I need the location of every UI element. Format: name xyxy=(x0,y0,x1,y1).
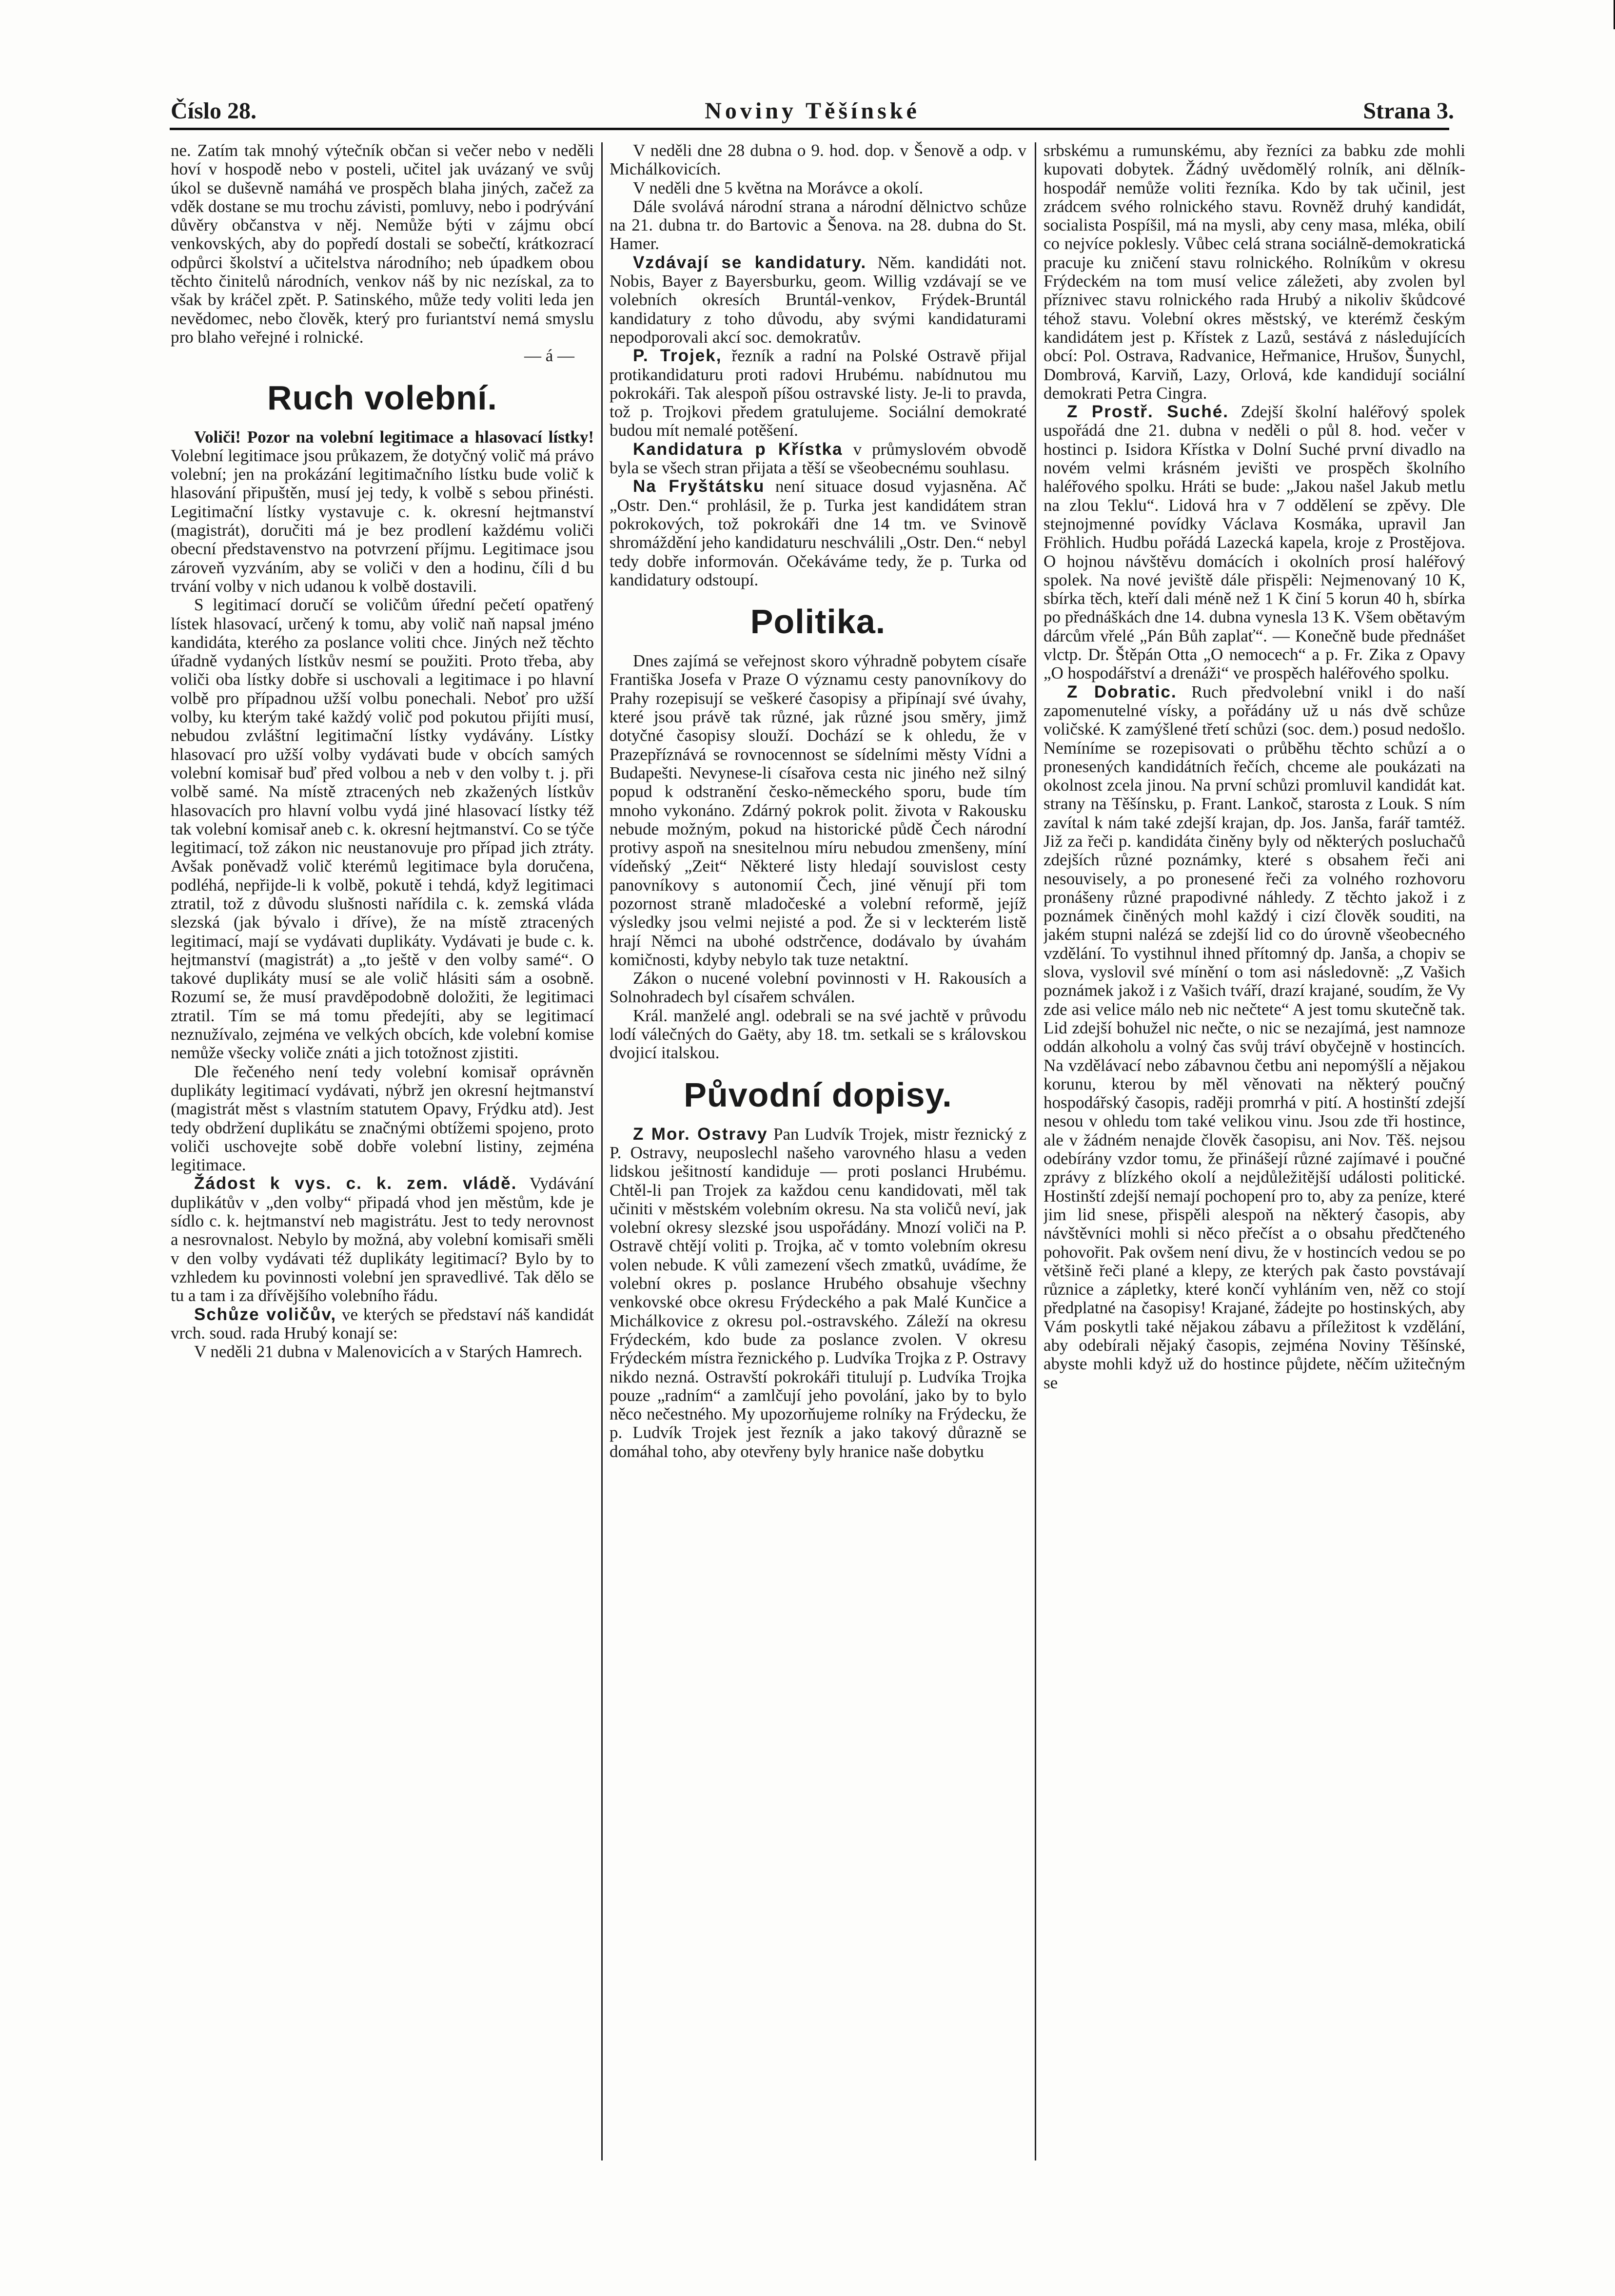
lead-voters-warning: Voliči! Pozor na volební legitimace a hlasovací lístky! xyxy=(194,427,594,447)
lead-sucha: Z Prostř. Suché. xyxy=(1067,402,1229,422)
paragraph-meetings xyxy=(171,1305,594,1343)
paragraph-dobratice xyxy=(1044,683,1465,1392)
header-rule xyxy=(170,128,1449,130)
paragraph-meeting-date: V neděli 21 dubna v Malenovicích a v Starých Hamrech. xyxy=(194,1342,583,1362)
paragraph-royals: Král. manželé angl. odebrali se na své jachtě v průvodu lodí válečných do Gaëty, aby 18. tm. setkali se s královskou dvojicí italskou. xyxy=(610,1006,1026,1063)
section-heading-puvodni-dopisy: Původní dopisy. xyxy=(684,1075,952,1114)
paragraph-meeting-5: V neděli dne 5 května na Morávce a okolí. xyxy=(633,178,924,197)
paragraph-duplicates: Dle řečeného není tedy volební komisař oprávněn duplikáty legitimací vydávati, nýbrž jen okresní hejtmanství (magistrát měst s vlastním statutem Opavy, Frýdku atd). Jest tedy obdržení duplikátu se značnými obtížemi spojeno, proto voliči uschovejte sobě dobře volební listiny, zejména legitimace. xyxy=(171,1062,594,1175)
text-frystat: není situace dosud vyjasněna. Ač „Ostr. Den.“ prohlásil, že p. Turka jest kandidátem stran pokrokových, tož pokrokáři dne 14 tm. ve Svinově shromáždění jeho kandidaturu neschválili „Ostr. Den.“ nebyl tedy dobře informován. Očekáváme tedy, že p. Turka od kandidatury odstoupí. xyxy=(610,477,1026,589)
column-rule-2 xyxy=(1035,142,1036,2160)
lead-frystat: Na Fryštátsku xyxy=(633,477,765,496)
lead-ostrava: Z Mor. Ostravy xyxy=(633,1124,768,1144)
text-voters-warning: Volební legitimace jsou průkazem, že dotyčný volič má právo volební; jen na prokázání legitimačního lístku bude volič k hlasování připuštěn, musí jej tedy, k volbě s sebou přinésti. Legitimační lístky vystavuje c. k. okresní hejtmanství (magistrát), doručiti má je bez prodlení každému voliči obecní představenstvo na potvrzení příjmu. Legitimace jsou zároveň vyzváním, aby se voliči v den a hodinu, číli d bu trvání volby v nich udanou k volbě dostavili. xyxy=(171,446,594,596)
text-meetings: ve kterých se představí náš kandidát vrch. soud. rada Hrubý konají se: xyxy=(171,1304,594,1343)
section-heading-ruch-volebni: Ruch volební. xyxy=(267,378,497,417)
paragraph-withdrawals xyxy=(610,253,1026,347)
text-withdrawals: Něm. kandidáti not. Nobis, Bayer z Bayersburku, geom. Willig vzdávají se ve volebních okresích Bruntál-venkov, Frýdek-Bruntál kandidatury z toho důvodu, aby svými kandidaturami nepodporovali akcí soc. demokratův. xyxy=(610,253,1026,347)
lead-request: Žádost k vys. c. k. zem. vládě. xyxy=(194,1174,517,1193)
lead-dobratice: Z Dobratic. xyxy=(1067,682,1177,701)
lead-trojek: P. Trojek, xyxy=(633,346,722,366)
text-request: Vydávání duplikátův v „den volby“ připadá vhod jen městům, kde je sídlo c. k. hejtmanství neb magistrátu. Jest to tedy nerovnost a nesrovnalost. Nebylo by možná, aby volební komisaři směli v den volby vydávati též duplikáty legitimací? Bylo by to vzhledem ku povinnosti volební jen spravedlivé. Tak dělo se tu a tam i za dřívějšího volebního řádu. xyxy=(171,1174,594,1305)
page-number: Strana 3. xyxy=(1363,98,1454,124)
lead-withdrawals: Vzdávají se kandidatury. xyxy=(633,253,867,272)
paragraph-national-party: Dále svolává národní strana a národní dělnictvo schůze na 21. dubna tr. do Bartovic a Šenova. na 28. dubna do St. Hamer. xyxy=(610,196,1026,253)
text-trojek: řezník a radní na Polské Ostravě přijal protikandidaturu proti radovi Hrubému. nabídnutou mu pokrokáři. Tak alespoň píšou ostravské listy. Je-li to pravda, tož p. Trojkovi předem gratulujeme. Sociální demokraté budou mít nemalé potěšení. xyxy=(610,346,1026,440)
paragraph-kristek xyxy=(610,440,1026,478)
issue-number: Číslo 28. xyxy=(171,98,257,124)
lead-kristek: Kandidatura p Křístka xyxy=(633,439,843,459)
text-kristek: v průmyslovém obvodě byla se všech stran přijata a těší se všeobecnému souhlasu. xyxy=(610,439,1026,478)
text-sucha: Zdejší školní haléřový spolek uspořádá dne 21. dubna v neděli o půl 8. hod. večer v hostinci p. Isidora Křístka v Dolní Suché první divadlo na novém velmi krásném jevišti ve prospěch školního haléřového spolku. Hráti se bude: „Jakou našel Jakub metlu na zlou Teklu“. Lidová hra v 7 oddělení se zpěvy. Dle stejnojmenné povídky Václava Kosmáka, upravil Jan Fröhlich. Hudbu pořádá Lazecká kapela, kroje z Prostějova. O hojnou návštěvu domácích i okolních prosí haléřový spolek. Na nové jeviště dále přispěli: Nejmenovaný 10 K, sbírka těch, kteří dali méně než 1 K činí 5 korun 40 h, sbírka po přednáškách dne 14. dubna vynesla 13 K. Všem obětavým dárcům vřelé „Pán Bůh zaplať“. — Konečně bude přednášet vlctp. Dr. Štěpán Otta „O nemocech“ a p. Fr. Zika z Opavy „O hospodářství a drenáži“ ve prospěch haléřového spolku. xyxy=(1044,402,1465,683)
article-continuation: ne. Zatím tak mnohý výtečník občan si večer nebo v neděli hoví v hospodě nebo v posteli, učitel jak uvázaný ve svůj úkol se duševně namáhá ve prospěch blaha jiných, začež za vděk dostane se mu trochu závisti, pomluvy, nebo i podrývání důvěry občanstva v něj. Nemůže býti v zájmu obcí venkovských, aby do popředí dostali se sobečtí, krátkozrací odpůrci školství a učitelstva národního; neb úpadkem obou těchto činitelů národních, venkov náš by nic nezískal, za to však by kráčel zpět. P. Satinského, může tedy voliti leda jen nevědomec, nebo člověk, který pro furiantství nemá smyslu pro blaho veřejné i rolnické. xyxy=(171,141,594,347)
text-ostrava: Pan Ludvík Trojek, mistr řeznický z P. Ostravy, neuposlechl našeho varovného hlasu a veden lidskou ješitností kandiduje — proti poslanci Hrubému. Chtěl-li pan Trojek za každou cenu kandidovati, měl tak učiniti v městském volebním okresu. Na sta voličů neví, jak volební okresy slezské jsou uspořádány. Mnozí voliči na P. Ostravě chtějí voliti p. Trojka, ač v tomto volebním okresu volen nebude. K vůli zamezení všech zmatků, uvádíme, že volební okres p. poslance Hrubého obsahuje všechny venkovské obce okresu Frýdeckého a pak Malé Kunčice a Michálkovice z okresu pol.-ostravského. Záleží na okresu Frýdeckém, kdo bude za poslance zvolen. V okresu Frýdeckém místra řeznického p. Ludvíka Trojka z P. Ostravy nikdo nezná. Ostravští pokrokáři titulují p. Ludvíka Trojka pouze „radním“ a zamlčují jeho povolání, jako by to bylo něco nečestného. My upozorňujeme rolníky na Frýdecku, že p. Ludvík Trojek jest řezník a jako takový důrazně se domáhal toho, aby otevřeny byly hranice naše dobytku xyxy=(610,1124,1026,1461)
column-1 xyxy=(171,141,594,2174)
masthead: Noviny Těšínské xyxy=(705,98,920,124)
paragraph-ballots: S legitimací doručí se voličům úřední pečetí opatřený lístek hlasovací, určený k tomu, aby volič naň napsal jméno kandidáta, kterého za poslance voliti chce. Jiných než těchto úřadně vydaných lístkův nesmí se použiti. Proto třeba, aby voliči oba lístky dobře si uschovali a legitimace i po hlavní volbě pro případnou užší volbu ponechali. Neboť pro užší volby, ku kterým také každý volič pod pokutou přijíti musí, nebudou zvláštní legitimační lístky vydávány. Lístky hlasovací pro užší volby vydávati bude v obcích samých volební komisař buď před volbou a neb v den volby t. j. při volbě samé. Na místě ztracených neb zkažených lístkův hlasovacích pro hlavní volbu vydá jiné hlasovací lístky též tak volební komisař aneb c. k. okresní hejtmanství. Co se týče legitimací, tož zákon nic neustanovuje pro případ jich ztráty. Avšak poněvadž volič kterémů legitimace byla doručena, podléhá, nepřijde-li k volbě, pokutě i tehdá, když legitimaci ztratil, tož z důvodu slušnosti nařídila c. k. zemská vláda slezská (jak bývalo i dříve), že na místě ztracených legitimací, mají se vydávati duplikáty. Vydávati je bude c. k. hejtmanství (magistrát) a „to ještě v den volby samé“. O takové duplikáty musí se ale volič hlásiti sám a osobně. Rozumí se, že musí pravděpodobně doložiti, že legitimaci ztratil. Tím se má tomu předejíti, aby se legitimací neznužívalo, zejména ve velkých obcích, kde volební komise nemůže všecky voliče znáti a jich totožnost zjistiti. xyxy=(171,595,594,1063)
paragraph-frystat xyxy=(610,477,1026,589)
paragraph-sucha xyxy=(1044,403,1465,682)
paragraph-voting-law: Zákon o nucené volební povinnosti v H. Rakousích a Solnohradech byl císařem schválen. xyxy=(610,969,1026,1007)
paragraph-meeting-28: V neděli dne 28 dubna o 9. hod. dop. v Šenově a odp. v Michálkovicích. xyxy=(610,141,1026,179)
section-heading-politika: Politika. xyxy=(750,603,886,641)
page-header xyxy=(171,97,1454,127)
paragraph-ostrava-continued: srbskému a rumunskému, aby řezníci za babku zde mohli kupovati dobytek. Žádný uvědomělý rolník, ani dělník-hospodář nemůže voliti řezníka. Kdo by tak učinil, jest zrádcem svého rolnického stavu. Rovněž druhý kandidát, socialista Pospíšil, má na mysli, aby ceny masa, mléka, obilí co nejvíce poklesly. Vůbec celá strana sociálně-demokratická pracuje ku zničení stavu rolnického. Rolníkům v okresu Frýdeckém na tom musí velice záležeti, aby zvolen byl příznivec stavu rolnického rada Hrubý a nikoliv škůdcové téhož stavu. Volební okres městský, ve kterémž českým kandidátem jest p. Křístek z Lazů, sestává z následujících obcí: Pol. Ostrava, Radvanice, Heřmanice, Hrušov, Šunychl, Dombrová, Karviň, Lazy, Orlová, kde kandidují sociální demokrati Petra Cingra. xyxy=(1044,141,1465,403)
lead-meetings: Schůze voličův, xyxy=(194,1304,337,1324)
paragraph-request xyxy=(171,1174,594,1305)
paragraph-voters-warning xyxy=(171,428,594,596)
text-dobratice: Ruch předvolební vnikl i do naší zapomenutelné vísky, a pořádány už u nás dvě schůze voličské. K zamýšlené třetí schůzi (soc. dem.) posud nedošlo. Nemíníme se rozepisovati o průběhu těchto schůzí a o pronesených kandidátních řečích, chceme ale poukázati na okolnost zcela jinou. Na první schůzi promluvil kandidát kat. strany na Těšínsku, p. Frant. Lankoč, starosta z Louk. S ním zavítal k nám také zdejší krajan, dp. Jos. Janša, farář tamtéž. Již za řeči p. kandidáta činěny byly od některých posluchačů zdejších různé poznámky, které s obsahem řeči ani nesouvisely, a po pronesené řeči za volného rozhovoru pronášeny různé prapodivné náhledy. Z těchto jakož i z poznámek činěných mohl každý i cizí člověk souditi, na jakém stupni nalézá se zdejší lid co do úrovně všeobecného vzdělání. To vystihnul ihned přítomný dp. Janša, a chopiv se slova, vyslovil své mínění o tom asi následovně: „Z Vašich poznámek jakož i z Vašich tváří, drazí krajané, soudím, že Vy zde asi velice málo neb nic nečtete“ A jest tomu skutečně tak. Lid zdejší bohužel nic nečte, o nic se nezajímá, jest namnoze oddán alkoholu a volný čas svůj tráví obyčejně v hostincích. Na vzdělávací nebo zábavnou četbu ani nepomýšlí a nějakou korunu, kterou by měl věnovati na některý poučný hospodářský časopis, raději promrhá v pití. A hostinští zdejší nesou v ohledu tom také velikou vinu. Jsou zde tři hostince, ale v žádném nenajde člověk časopisu, ani Nov. Těš. nejsou odebírány vzdor tomu, že přinášejí různé zajímavé i poučné zprávy z blízkého okolí a nejdůležitější události politické. Hostinští zdejší nemají pochopení pro to, aby za peníze, které jim lid snese, přispěli alespoň na některý časopis, aby návštěvníci mohli si něco přečíst a o obsahu předčteného pohovořit. Pak ovšem není divu, že v hostincích vedou se po většině řeči plané a klepy, ze kterých pak často povstávají různice a zápletky, které končí vyhláním ven, něž co stojí předplatné na časopisy! Krajané, žádejte po hostinských, aby Vám poskytli také nějakou zábavu a příležitost k vzdělání, aby odebírali nějaký časopis, zejména Noviny Těšínské, abyste mohli když už do hostince půjdete, něčím užitečným se xyxy=(1044,682,1465,1392)
paragraph-emperor: Dnes zajímá se veřejnost skoro výhradně pobytem císaře Františka Josefa v Praze O významu cesty panovníkovy do Prahy rozepisují se veškeré časopisy a připínají své úvahy, které jsou právě tak různé, jak různé jsou směry, jimž dotyčné časopisy slouží. Dochází se k ohledu, že v Prazepříznává se rovnocennost se sídelními městy Vídni a Budapešti. Nevynese-li císařova cesta nic jiného než silný popud k odstranění česko-německého sporu, bude tím mnoho vykonáno. Zdárný pokrok polit. života v Rakousku nebude možným, pokud na historické půdě Čech národní protivy aspoň na snesitelnou míru nebudou zmenšeny, míní vídeňský „Zeit“ Některé listy hledají souvislost cesty panovníkovy s autonomií Čech, jiné věnují při tom pozornost straně mladočeské a volební reformě, jejíž výsledky jsou velmi nejisté a pod. Že si v leckterém listě hrají Němci na ubohé odstrčence, dodávalo by úvahám komičnosti, kdyby nebylo tak tuze netaktní. xyxy=(610,651,1026,969)
column-3 xyxy=(1044,141,1465,2174)
paragraph-trojek xyxy=(610,347,1026,440)
column-2 xyxy=(610,141,1026,2174)
author-signature: — á — xyxy=(524,346,574,366)
paragraph-ostrava xyxy=(610,1125,1026,1461)
column-rule-1 xyxy=(601,142,603,2160)
